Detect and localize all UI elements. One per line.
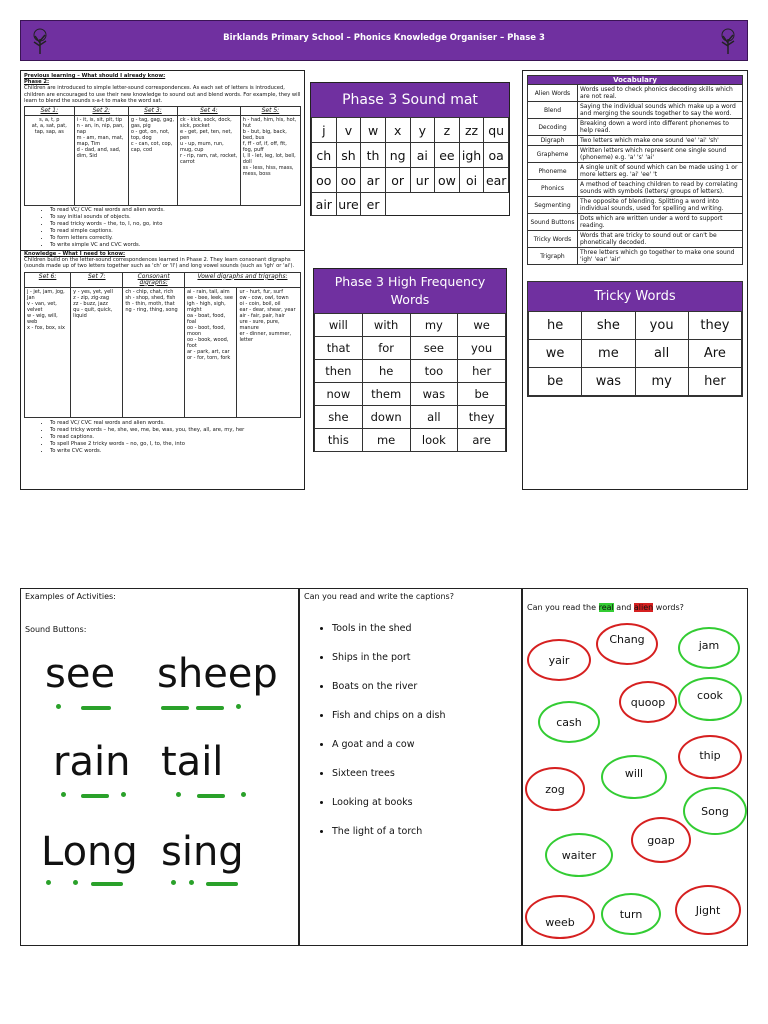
caption-item: • Ships in the port <box>332 652 517 681</box>
grapheme-cell: ow <box>435 168 460 193</box>
sound-dot <box>61 792 66 797</box>
word-oval: goap <box>631 817 691 863</box>
sound-dash <box>206 882 238 886</box>
word-cell: was <box>582 368 635 396</box>
set-heading: Set 1: <box>25 107 75 116</box>
word-cell: her <box>688 368 741 396</box>
word-oval: Jight <box>675 885 741 935</box>
word-oval: turn <box>601 893 661 935</box>
set-heading: Set 5: <box>240 107 300 116</box>
grapheme-cell: ur <box>410 168 435 193</box>
word-cell: me <box>362 429 410 452</box>
grapheme-cell: ee <box>435 143 460 168</box>
vocab-def: The opposite of blending. Splitting a word into individual sounds, used for spelling and writing. <box>578 197 743 214</box>
sound-mat-grid <box>311 117 509 216</box>
caption-item: • Looking at books <box>332 797 517 826</box>
grapheme-cell: oo <box>312 168 337 193</box>
word-cell: be <box>458 383 506 406</box>
vocab-term: Phonics <box>528 180 578 197</box>
sound-button-word: Long <box>41 829 138 875</box>
sound-button-word: see <box>45 651 116 697</box>
word-oval: thip <box>678 735 742 779</box>
set-body: g - tag, gag, gag, gas, pig o - got, on, not, top, dog c - can, cot, cop, cap, cod <box>128 116 177 206</box>
vocab-term: Grapheme <box>528 146 578 163</box>
sound-button-word: sheep <box>157 651 278 697</box>
grapheme-cell: zz <box>459 118 484 143</box>
word-oval: quoop <box>619 681 677 723</box>
grapheme-cell: ear <box>484 168 509 193</box>
set-heading: Set 7: <box>71 272 123 287</box>
word-cell: for <box>362 337 410 360</box>
previous-intro: Children are introduced to simple letter-sound correspondences. As each set of letters is introduced, children are encouraged to use their new knowledge to sound out and blend words. For example, they will learn to blend the sounds s-a-t to make the word sat. <box>24 85 301 104</box>
captions-panel <box>299 588 522 946</box>
sound-dash <box>81 794 109 798</box>
set-body: y - yes, yet, yell z - zip, zig-zag zz - buzz, jazz qu - quit, quick, liquid <box>71 287 123 417</box>
list-item: • To read captions. <box>50 434 301 441</box>
grapheme-cell: th <box>361 143 386 168</box>
list-item: • To write CVC words. <box>50 448 301 455</box>
vocab-def: Three letters which go together to make one sound 'igh' 'ear' 'air' <box>578 248 743 265</box>
alien-label: alien <box>633 603 654 612</box>
word-cell: now <box>315 383 363 406</box>
word-cell: you <box>635 312 688 340</box>
word-cell: this <box>315 429 363 452</box>
sound-dot <box>46 880 51 885</box>
grapheme-cell: oa <box>484 143 509 168</box>
sound-dot <box>176 792 181 797</box>
heading-text: and <box>613 603 634 612</box>
phase3-sets-table <box>24 272 301 418</box>
sound-button-word: tail <box>161 739 224 785</box>
set-heading: Set 6: <box>25 272 71 287</box>
word-oval: cash <box>538 701 600 743</box>
vocab-term: Trigraph <box>528 248 578 265</box>
grapheme-cell: ai <box>410 143 435 168</box>
activities-panel <box>20 588 299 946</box>
word-oval: waiter <box>545 833 613 877</box>
word-cell: that <box>315 337 363 360</box>
hf-title: Phase 3 High Frequency Words <box>314 269 506 313</box>
grapheme-cell: air <box>312 193 337 216</box>
tricky-grid <box>528 311 742 396</box>
previous-bullets <box>24 207 301 249</box>
set-heading: Vowel digraphs and trigraphs: <box>184 272 300 287</box>
caption-item: • A goat and a cow <box>332 739 517 768</box>
vocab-term: Decoding <box>528 119 578 136</box>
vocab-def: Words that are tricky to sound out or can't be phonetically decoded. <box>578 231 743 248</box>
grapheme-cell: qu <box>484 118 509 143</box>
set-body: j - jet, jam, jog, Jan v - van, vet, velvet w - wig, will, web x - fox, box, six <box>25 287 71 417</box>
vocab-term: Blend <box>528 102 578 119</box>
word-oval: jam <box>678 627 740 669</box>
word-cell: them <box>362 383 410 406</box>
phase2-sets-table <box>24 106 301 206</box>
word-oval: yair <box>527 639 591 681</box>
grapheme-cell: er <box>361 193 386 216</box>
vocab-def: Written letters which represent one single sound (phoneme) e.g. 'a' 's' 'ai' <box>578 146 743 163</box>
grapheme-cell: or <box>385 168 410 193</box>
vocab-def: Words used to check phonics decoding skills which are not real. <box>578 85 743 102</box>
vocab-title: Vocabulary <box>528 76 743 85</box>
grapheme-cell: x <box>385 118 410 143</box>
word-cell: her <box>458 360 506 383</box>
vocab-def: A method of teaching children to read by correlating sounds with symbols (letters/ groups of letters). <box>578 180 743 197</box>
set-body: h - had, him, his, hot, hut b - but, big, back, bed, bus f, ff - of, if, off, fit, fog, puff l, ll - let, leg, lot, bell, doll ss - less, hiss, mass, mess, boss <box>240 116 300 206</box>
vocab-term: Digraph <box>528 136 578 146</box>
grapheme-cell: sh <box>336 143 361 168</box>
vocab-panel <box>522 70 748 490</box>
grapheme-cell: igh <box>459 143 484 168</box>
word-cell: see <box>410 337 458 360</box>
word-cell: Are <box>688 340 741 368</box>
list-item: • To read VC/ CVC real words and alien words. <box>50 207 301 214</box>
vocab-table <box>527 75 743 265</box>
previous-heading: Previous learning – What should I already know: <box>24 73 166 79</box>
word-cell: all <box>635 340 688 368</box>
list-item: • To say initial sounds of objects. <box>50 214 301 221</box>
phase2-label: Phase 2: <box>24 79 50 86</box>
caption-item: • The light of a torch <box>332 826 517 855</box>
header-banner <box>20 20 748 61</box>
set-body: ch - chip, chat, rich sh - shop, shed, fish th - thin, moth, that ng - ring, thing, song <box>123 287 185 417</box>
list-item: • To spell Phase 2 tricky words – no, go, I, to, the, into <box>50 441 301 448</box>
word-cell: she <box>582 312 635 340</box>
tricky-title: Tricky Words <box>528 282 742 312</box>
knowledge-bullets <box>24 420 301 455</box>
sound-dash <box>196 706 224 710</box>
sound-dash <box>161 706 189 710</box>
word-cell: she <box>315 406 363 429</box>
word-cell: too <box>410 360 458 383</box>
activities-heading: Examples of Activities: <box>25 592 116 601</box>
word-cell: will <box>315 314 363 337</box>
grapheme-cell: w <box>361 118 386 143</box>
word-oval: zog <box>525 767 585 811</box>
real-alien-panel <box>522 588 748 946</box>
grapheme-cell: ng <box>385 143 410 168</box>
set-body: i - it, is, sit, pit, tip n - an, in, nip, pan, nap m - am, man, mat, map, Tim d - dad, and, sad, dim, Sid <box>74 116 128 206</box>
sound-dot <box>241 792 246 797</box>
set-heading: Set 3: <box>128 107 177 116</box>
word-cell: look <box>410 429 458 452</box>
list-item: • To read VC/ CVC real words and alien words. <box>50 420 301 427</box>
caption-item: • Fish and chips on a dish <box>332 710 517 739</box>
word-cell: my <box>635 368 688 396</box>
word-cell: be <box>529 368 582 396</box>
caption-item: • Sixteen trees <box>332 768 517 797</box>
word-oval: will <box>601 755 667 799</box>
vocab-def: Dots which are written under a word to support reading. <box>578 214 743 231</box>
real-label: real <box>598 603 614 612</box>
set-heading: Set 4: <box>178 107 241 116</box>
word-cell: we <box>529 340 582 368</box>
word-oval: weeb <box>525 895 595 939</box>
set-heading: Consonant digraphs: <box>123 272 185 287</box>
sound-mat <box>310 82 510 216</box>
word-cell: down <box>362 406 410 429</box>
grapheme-cell: j <box>312 118 337 143</box>
knowledge-intro: Children build on the letter-sound correspondences learned in Phase 2. They learn consonant digraphs (sounds made up of two letters together such as 'ch' or 'll') and long vowel sounds (such as 'igh' or 'ai'). <box>24 257 295 270</box>
grapheme-cell: oi <box>459 168 484 193</box>
set-body: ai - rain, tail, aim ee - bee, leek, see igh - high, sigh, might oa - boat, food, foal oo - boot, food, moon oo - book, wood, foot ar - park, art, car or - for, torn, fork <box>184 287 237 417</box>
knowledge-heading: Knowledge – What I need to know: <box>24 251 126 258</box>
word-cell: he <box>362 360 410 383</box>
sound-buttons-label: Sound Buttons: <box>25 625 87 634</box>
vocab-def: Two letters which make one sound 'ee' 'ai' 'sh' <box>578 136 743 146</box>
sound-dot <box>171 880 176 885</box>
sound-button-word: rain <box>53 739 131 785</box>
grapheme-cell: ure <box>336 193 361 216</box>
sound-dash <box>197 794 225 798</box>
list-item: • To read tricky words – he, she, we, me, be, was, you, they, all, are, my, her <box>50 427 301 434</box>
vocab-def: Breaking down a word into different phonemes to help read. <box>578 119 743 136</box>
grapheme-cell: y <box>410 118 435 143</box>
captions-heading: Can you read and write the captions? <box>304 592 454 601</box>
sound-dot <box>121 792 126 797</box>
vocab-term: Sound Buttons <box>528 214 578 231</box>
list-item: • To read simple captions. <box>50 228 301 235</box>
word-cell: me <box>582 340 635 368</box>
tree-logo-icon <box>717 27 739 55</box>
vocab-term: Tricky Words <box>528 231 578 248</box>
vocab-term: Phoneme <box>528 163 578 180</box>
word-cell: my <box>410 314 458 337</box>
grapheme-cell: ar <box>361 168 386 193</box>
vocab-def: A single unit of sound which can be made using 1 or more letters eg. 'ai' 'ee' 't <box>578 163 743 180</box>
learning-panel <box>20 70 305 490</box>
sound-dot <box>189 880 194 885</box>
grapheme-cell: oo <box>336 168 361 193</box>
hf-words <box>313 268 507 452</box>
set-heading: Set 2: <box>74 107 128 116</box>
set-body: ur - hurt, fur, surf ow - cow, owl, town oi - coin, boil, oil ear - dear, shear, year air - fair, pair, hair ure - sure, pure, manure er - dinner, summer, letter <box>237 287 301 417</box>
word-cell: are <box>458 429 506 452</box>
caption-item: • Tools in the shed <box>332 623 517 652</box>
word-cell: he <box>529 312 582 340</box>
sound-dot <box>56 704 61 709</box>
word-cell: you <box>458 337 506 360</box>
sound-dot <box>73 880 78 885</box>
grapheme-cell: v <box>336 118 361 143</box>
word-cell: they <box>458 406 506 429</box>
grapheme-cell: z <box>435 118 460 143</box>
captions-list <box>304 623 517 855</box>
word-oval: Chang <box>596 623 658 665</box>
vocab-def: Saying the individual sounds which make up a word and merging the sounds together to say the word. <box>578 102 743 119</box>
set-body: s, a, t, p at, a, sat, pat, tap, sap, as <box>25 116 75 206</box>
sound-dash <box>91 882 123 886</box>
grapheme-cell: ch <box>312 143 337 168</box>
word-cell: all <box>410 406 458 429</box>
vocab-term: Segmenting <box>528 197 578 214</box>
sound-dash <box>81 706 111 710</box>
sound-mat-title: Phase 3 Sound mat <box>311 83 509 117</box>
heading-text: words? <box>653 603 684 612</box>
word-cell: with <box>362 314 410 337</box>
hf-grid <box>314 313 506 452</box>
sound-dot <box>236 704 241 709</box>
word-oval: Song <box>683 787 747 835</box>
tricky-words <box>527 281 743 397</box>
set-body: ck - kick, sock, dock, sick, pocket e - get, pet, ten, net, pen u - up, mum, run, mug, cup r - rip, ram, rat, rocket, carrot <box>178 116 241 206</box>
vocab-term: Alien Words <box>528 85 578 102</box>
word-cell: then <box>315 360 363 383</box>
word-cell: we <box>458 314 506 337</box>
list-item: • To write simple VC and CVC words. <box>50 242 301 249</box>
caption-item: • Boats on the river <box>332 681 517 710</box>
word-oval: cook <box>678 677 742 721</box>
sound-button-word: sing <box>161 829 244 875</box>
word-cell: they <box>688 312 741 340</box>
real-alien-heading <box>527 603 684 612</box>
list-item: • To read tricky words – the, to, I, no, go, into <box>50 221 301 228</box>
heading-text: Can you read the <box>527 603 599 612</box>
list-item: • To form letters correctly. <box>50 235 301 242</box>
word-cell: was <box>410 383 458 406</box>
banner-title: Birklands Primary School – Phonics Knowledge Organiser – Phase 3 <box>223 33 545 43</box>
